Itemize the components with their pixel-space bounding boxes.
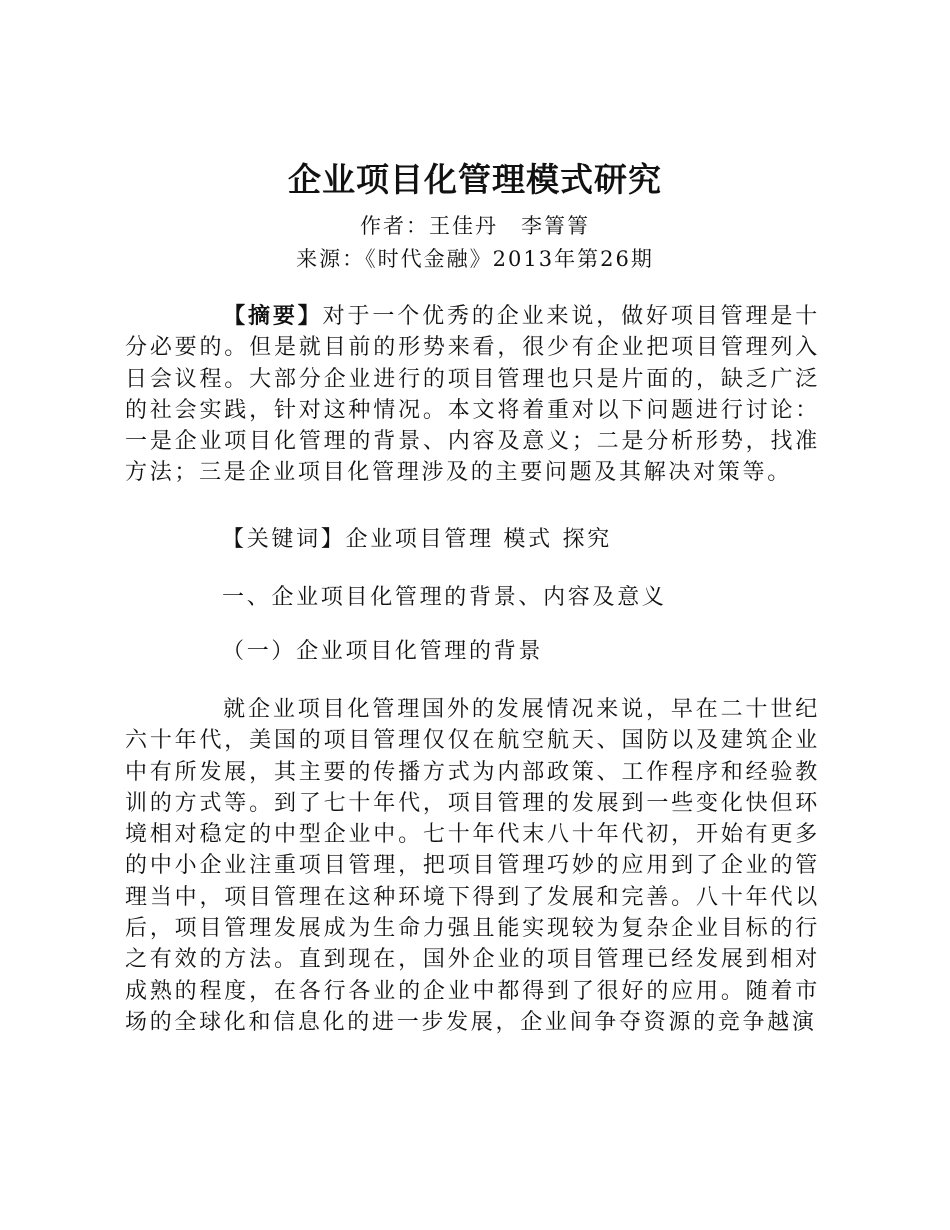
- abstract-text: 对于一个优秀的企业来说，做好项目管理是十分必要的。但是就目前的形势来看，很少有企业把项目管理列入日会议程。大部分企业进行的项目管理也只是片面的，缺乏广泛的社会实践，针对这种情况。本文将着重对以下问题进行讨论：一是企业项目化管理的背景、内容及意义；二是分析形势，找准方法；三是企业项目化管理涉及的主要问题及其解决对策等。: [125, 304, 820, 486]
- abstract-paragraph: [125, 301, 820, 489]
- abstract-label: 【摘要】: [223, 303, 323, 329]
- keywords-label: 【关键词】: [222, 527, 346, 552]
- document-title: 企业项目化管理模式研究: [288, 160, 662, 199]
- keywords-line: [222, 524, 612, 556]
- source-line: 来源：《时代金融》2013年第26期: [296, 247, 654, 271]
- subsection-heading: （一）企业项目化管理的背景: [222, 639, 544, 664]
- author-line: 作者：王佳丹 李箐箐: [360, 214, 590, 238]
- section-heading: 一、企业项目化管理的背景、内容及意义: [222, 585, 667, 610]
- body-paragraph-text: 就企业项目化管理国外的发展情况来说，早在二十世纪六十年代，美国的项目管理仅仅在航空航天、国防以及建筑企业中有所发展，其主要的传播方式为内部政策、工作程序和经验教训的方式等。到了七十年代，项目管理的发展到一些变化快但环境相对稳定的中型企业中。七十年代末八十年代初，开始有更多的中小企业注重项目管理，把项目管理巧妙的应用到了企业的管理当中，项目管理在这种环境下得到了发展和完善。八十年代以后，项目管理发展成为生命力强且能实现较为复杂企业目标的行之有效的方法。直到现在，国外企业的项目管理已经发展到相对成熟的程度，在各行各业的企业中都得到了很好的应用。随着市场的全球化和信息化的进一步发展，企业间争夺资源的竞争越演: [125, 697, 820, 1035]
- body-paragraph: [125, 694, 820, 1038]
- keywords-text: 企业项目管理 模式 探究: [345, 527, 612, 552]
